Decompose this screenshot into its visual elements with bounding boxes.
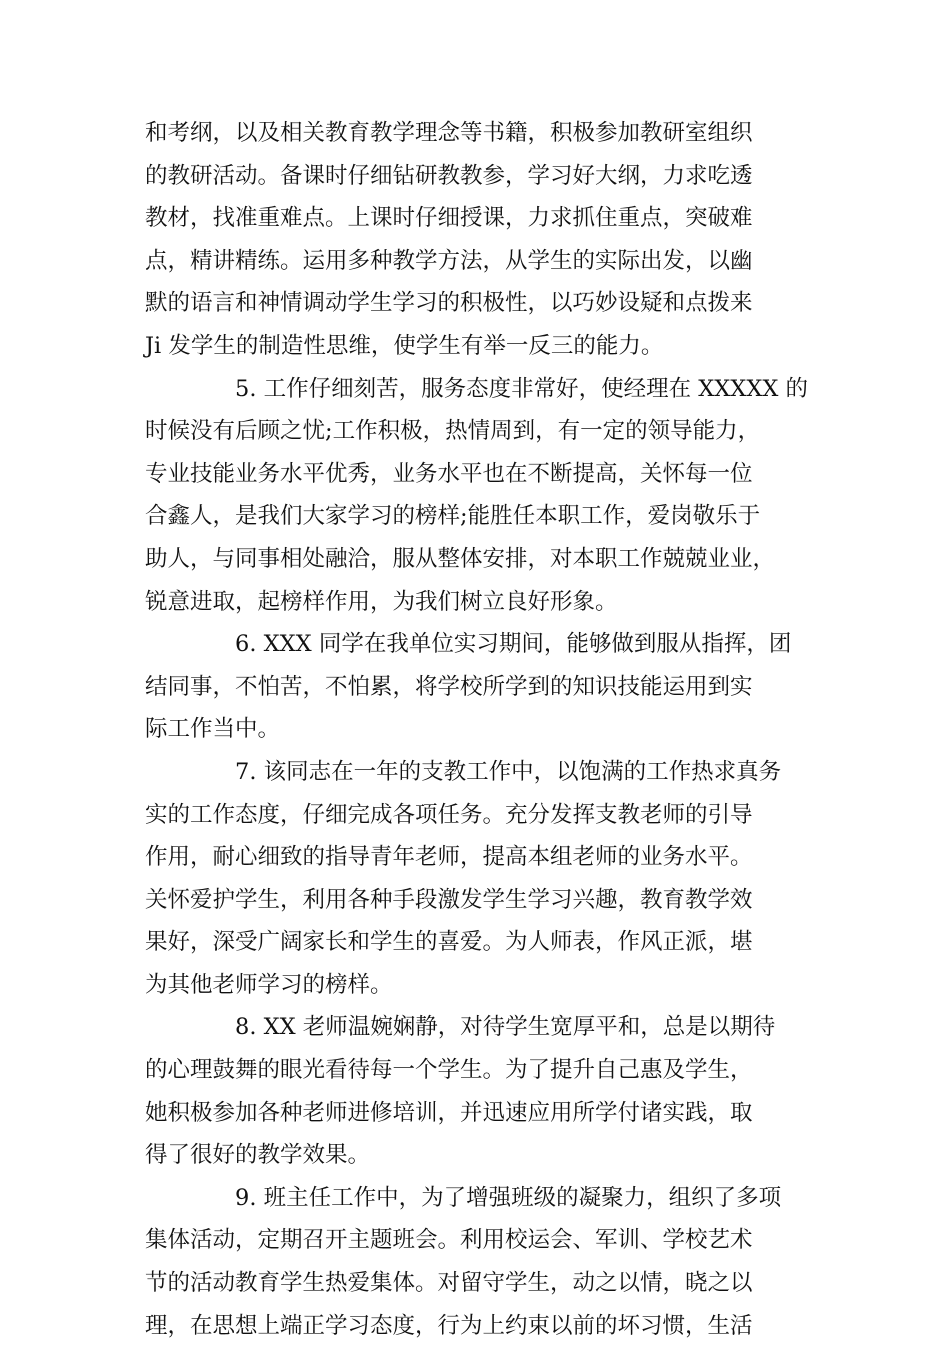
paragraph (145, 1006, 805, 1176)
text-line: 为其他老师学习的榜样。 (145, 971, 393, 998)
paragraph (145, 1177, 805, 1347)
text-line: 锐意进取，起榜样作用，为我们树立良好形象。 (145, 588, 618, 615)
text-line: 默的语言和神情调动学生学习的积极性，以巧妙设疑和点拨来 (145, 290, 753, 317)
text-line: 理，在思想上端正学习态度，行为上约束以前的坏习惯，生活 (145, 1312, 753, 1339)
paragraph (145, 623, 805, 751)
text-line: 8. XX 老师温婉娴静，对待学生宽厚平和，总是以期待 (235, 1014, 776, 1041)
text-line: 专业技能业务水平优秀，业务水平也在不断提高，关怀每一位 (145, 460, 753, 487)
text-line: 教材，找准重难点。上课时仔细授课，力求抓住重点，突破难 (145, 205, 753, 232)
text-line: 7. 该同志在一年的支教工作中，以饱满的工作热求真务 (235, 758, 782, 785)
text-line: 果好，深受广阔家长和学生的喜爱。为人师表，作风正派，堪 (145, 929, 753, 956)
paragraph (145, 751, 805, 1007)
text-line: 实的工作态度，仔细完成各项任务。充分发挥支教老师的引导 (145, 801, 753, 828)
text-line: 和考纲，以及相关教育教学理念等书籍，积极参加教研室组织 (145, 120, 753, 146)
text-line: 助人，与同事相处融洽，服从整体安排，对本职工作兢兢业业， (145, 545, 776, 572)
text-line: 结同事，不怕苦，不怕累，将学校所学到的知识技能运用到实 (145, 673, 753, 700)
text-line: 6. XXX 同学在我单位实习期间，能够做到服从指挥，团 (235, 631, 792, 658)
text-line: 时候没有后顾之忧;工作积极，热情周到，有一定的领导能力， (145, 418, 761, 445)
text-line: 合鑫人，是我们大家学习的榜样;能胜任本职工作，爱岗敬乐于 (145, 503, 761, 530)
text-line: 得了很好的教学效果。 (145, 1142, 371, 1169)
text-line: 关怀爱护学生，利用各种手段激发学生学习兴趣，教育教学效 (145, 886, 753, 913)
text-line: 作用，耐心细致的指导青年老师，提高本组老师的业务水平。 (145, 844, 753, 871)
text-line: Ji 发学生的制造性思维，使学生有举一反三的能力。 (145, 332, 664, 359)
text-line: 的教研活动。备课时仔细钻研教教参，学习好大纲，力求吃透 (145, 162, 753, 189)
document-body (145, 112, 809, 1347)
text-line: 的心理鼓舞的眼光看待每一个学生。为了提升自己惠及学生， (145, 1057, 753, 1084)
text-line: 9. 班主任工作中，为了增强班级的凝聚力，组织了多项 (235, 1184, 782, 1211)
text-line: 际工作当中。 (145, 716, 281, 743)
paragraph (145, 368, 809, 624)
paragraph (145, 112, 805, 368)
text-line: 她积极参加各种老师进修培训，并迅速应用所学付诸实践，取 (145, 1099, 753, 1126)
text-line: 5. 工作仔细刻苦，服务态度非常好，使经理在 XXXXX 的 (235, 375, 809, 402)
text-line: 集体活动，定期召开主题班会。利用校运会、军训、学校艺术 (145, 1227, 753, 1254)
text-line: 节的活动教育学生热爱集体。对留守学生，动之以情，晓之以 (145, 1270, 753, 1297)
text-line: 点，精讲精练。运用多种教学方法，从学生的实际出发，以幽 (145, 247, 753, 274)
